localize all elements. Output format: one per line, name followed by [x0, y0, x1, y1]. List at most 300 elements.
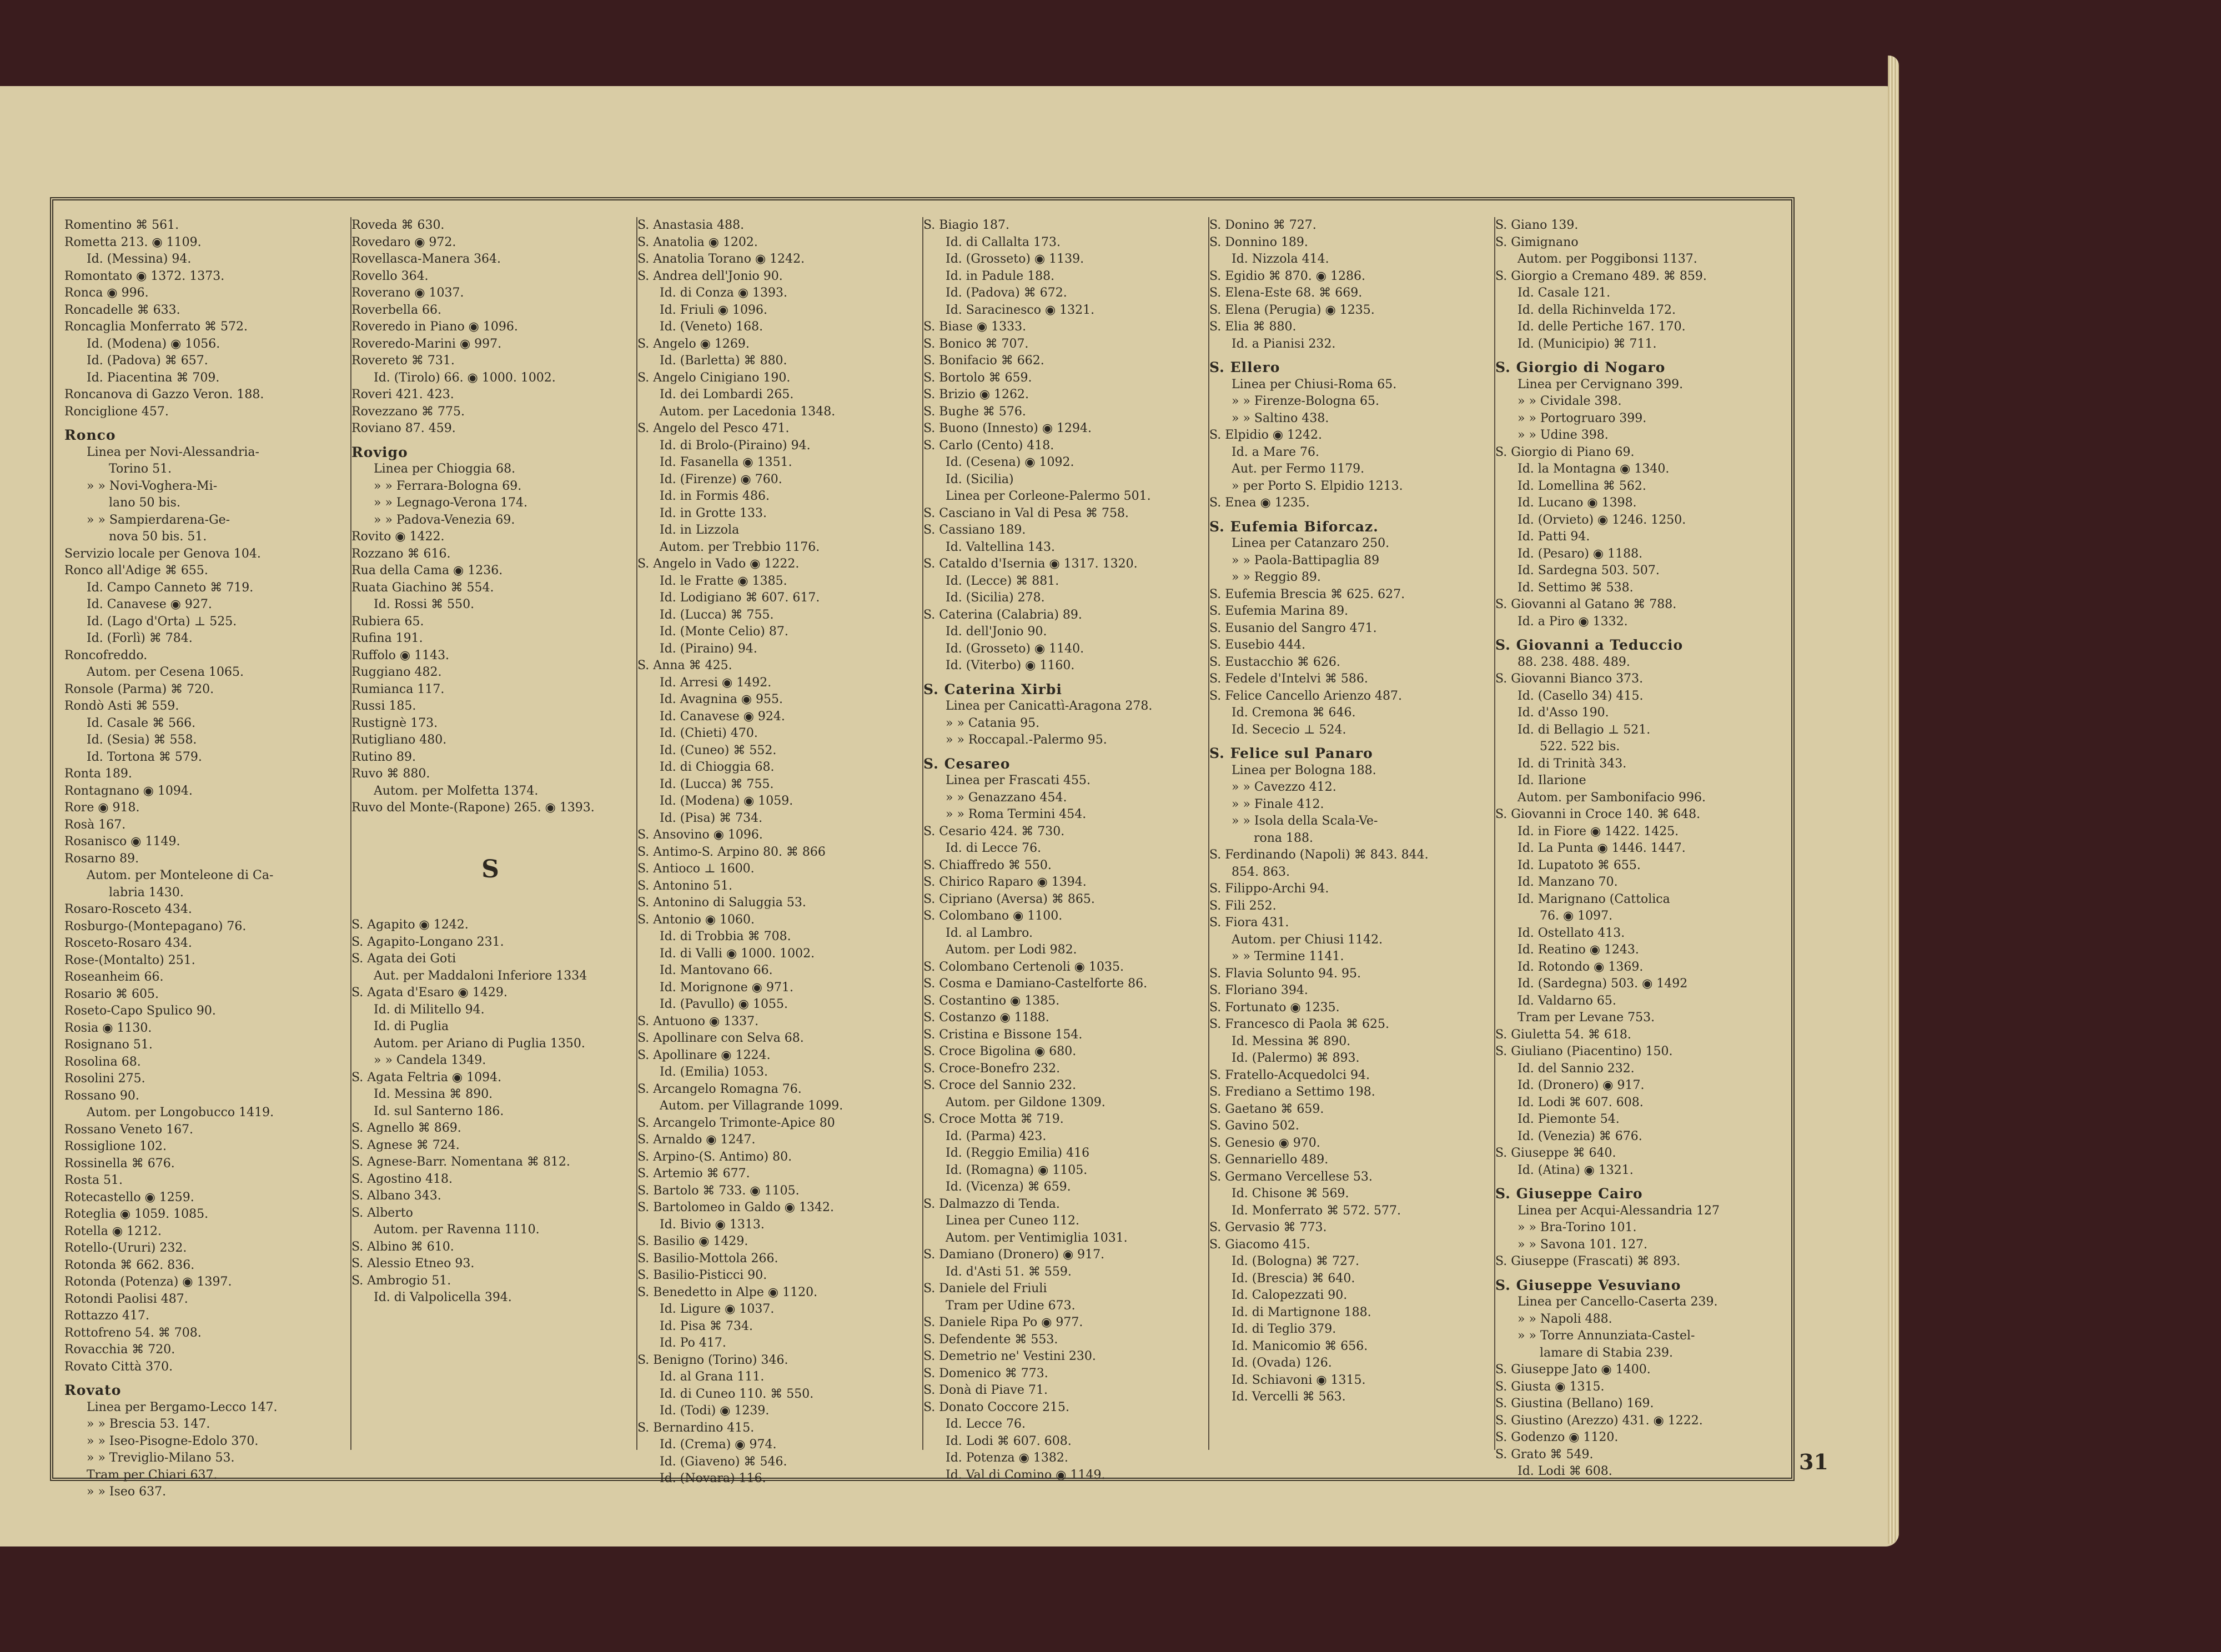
index-entry: Rotello-(Ururi) 232.	[64, 1241, 187, 1255]
index-entry: Id. Sececio ⊥ 524.	[1232, 722, 1346, 737]
index-entry: Id. (Dronero) ◉ 917.	[1517, 1078, 1645, 1092]
index-entry: S. Egidio ⌘ 870. ◉ 1286.	[1209, 269, 1365, 283]
index-entry: Id. di Cuneo 110. ⌘ 550.	[660, 1387, 814, 1401]
index-entry: Id. (Firenze) ◉ 760.	[660, 472, 782, 486]
index-entry: S. Angelo Cinigiano 190.	[637, 370, 791, 385]
index-column-2	[350, 217, 629, 1450]
index-entry: Id. (Ovada) 126.	[1232, 1356, 1332, 1370]
index-entry: Id. Valtellina 143.	[946, 540, 1056, 554]
index-entry: Id. (Todi) ◉ 1239.	[660, 1404, 770, 1418]
index-entry: S. Bonifacio ⌘ 662.	[923, 354, 1044, 368]
index-entry: S. Antimo-S. Arpino 80. ⌘ 866	[637, 845, 826, 859]
index-entry: 522. 522 bis.	[1540, 740, 1620, 754]
index-entry: S. Giuseppe (Frascati) ⌘ 893.	[1495, 1254, 1681, 1268]
index-entry: S. Fili 252.	[1209, 898, 1277, 913]
index-entry: Id. Marignano (Cattolica	[1517, 892, 1670, 906]
index-entry: S. Grato ⌘ 549.	[1495, 1447, 1594, 1462]
index-entry: Romontato ◉ 1372. 1373.	[64, 269, 225, 283]
index-entry: Id. (Palermo) ⌘ 893.	[1232, 1051, 1360, 1065]
index-entry: » » Cavezzo 412.	[1232, 780, 1336, 794]
index-entry: S. Croce Bigolina ◉ 680.	[923, 1045, 1077, 1058]
index-entry: Ronsole (Parma) ⌘ 720.	[64, 682, 214, 696]
index-entry: Roveda ⌘ 630.	[351, 218, 445, 232]
index-entry: S. Eustacchio ⌘ 626.	[1209, 655, 1340, 669]
index-entry: S. Anastasia 488.	[637, 218, 745, 232]
index-entry: » » Brescia 53. 147.	[87, 1417, 210, 1431]
index-entry: Id. Cremona ⌘ 646.	[1232, 706, 1356, 720]
index-entry: Id. Tortona ⌘ 579.	[87, 750, 202, 764]
index-entry: Id. (Sesia) ⌘ 558.	[87, 733, 197, 747]
index-entry: S. Antuono ◉ 1337.	[637, 1014, 759, 1028]
index-entry: S. Agnese ⌘ 724.	[351, 1138, 460, 1152]
index-entry: Tram per Chiari 637.	[87, 1468, 218, 1482]
index-entry: Id. di Valli ◉ 1000. 1002.	[660, 946, 815, 961]
index-entry: S. Colombano ◉ 1100.	[923, 909, 1063, 923]
index-column-1	[64, 217, 342, 1499]
index-entry: Id. (Atina) ◉ 1321.	[1517, 1163, 1634, 1177]
index-entry: Rometta 213. ◉ 1109.	[64, 235, 202, 249]
section-letter: S	[481, 855, 499, 883]
index-entry: Id. La Punta ◉ 1446. 1447.	[1517, 841, 1686, 855]
index-entry: Id. a Piro ◉ 1332.	[1517, 614, 1628, 629]
index-entry: Id. del Sannio 232.	[1517, 1061, 1635, 1076]
index-entry: Id. (Brescia) ⌘ 640.	[1232, 1271, 1355, 1286]
index-entry: Id. in Fiore ◉ 1422. 1425.	[1517, 824, 1679, 838]
index-entry: Id. dell'Jonio 90.	[946, 625, 1047, 639]
index-entry: S. Basilio-Pisticci 90.	[637, 1268, 767, 1282]
index-entry: Id. (Piraino) 94.	[660, 641, 757, 656]
index-entry: Id. di Lecce 76.	[946, 841, 1042, 855]
index-entry: S. Brizio ◉ 1262.	[923, 388, 1029, 401]
index-entry: Linea per Cervignano 399.	[1517, 377, 1684, 391]
index-entry: Id. Calopezzati 90.	[1232, 1288, 1348, 1302]
index-entry: Roncofreddo.	[64, 648, 148, 662]
index-entry: Id. di Martignone 188.	[1232, 1305, 1371, 1319]
index-entry: S. Cassiano 189.	[923, 523, 1026, 537]
index-entry: Id. dei Lombardi 265.	[660, 388, 794, 401]
index-entry: Id. (Venezia) ⌘ 676.	[1517, 1129, 1642, 1143]
index-entry: Id. (Sicilia) 278.	[946, 591, 1045, 605]
index-entry: Rovacchia ⌘ 720.	[64, 1343, 175, 1357]
index-entry: Id. Reatino ◉ 1243.	[1517, 943, 1639, 957]
index-entry: S. Floriano 394.	[1209, 983, 1308, 997]
index-entry: S. Flavia Solunto 94. 95.	[1209, 966, 1361, 981]
index-entry: Rosaro-Rosceto 434.	[64, 902, 192, 916]
index-entry: Id. Lodi ⌘ 608.	[1517, 1464, 1612, 1478]
index-entry: Id. (Lucca) ⌘ 755.	[660, 777, 774, 791]
index-entry: Id. d'Asso 190.	[1517, 706, 1609, 720]
index-entry: S. Colombano Certenoli ◉ 1035.	[923, 960, 1124, 974]
index-entry: Tram per Levane 753.	[1517, 1011, 1655, 1025]
index-entry: Rondò Asti ⌘ 559.	[64, 699, 179, 713]
index-entry: Id. Rossi ⌘ 550.	[374, 597, 475, 611]
index-entry: » » Termine 1141.	[1232, 950, 1344, 963]
index-entry: Ruvo del Monte-(Rapone) 265. ◉ 1393.	[351, 801, 595, 815]
index-entry: S. Godenzo ◉ 1120.	[1495, 1430, 1619, 1444]
index-entry: Id. Manzano 70.	[1517, 875, 1618, 889]
index-entry: S. Giacomo 415.	[1209, 1237, 1310, 1252]
index-entry: » » Napoli 488.	[1517, 1312, 1612, 1326]
index-entry: S. Andrea dell'Jonio 90.	[637, 269, 783, 283]
index-entry: Id. di Chioggia 68.	[660, 760, 775, 774]
index-entry: Id. (Modena) ◉ 1056.	[87, 337, 220, 351]
index-entry: 854. 863.	[1232, 865, 1290, 879]
index-entry: S. Donà di Piave 71.	[923, 1383, 1048, 1397]
index-entry: » » Candela 1349.	[374, 1053, 486, 1067]
index-column-5	[1208, 217, 1487, 1450]
index-entry: » » Udine 398.	[1517, 428, 1609, 442]
section-heading: Rovato	[64, 1382, 122, 1398]
index-entry: Id. (Monte Celio) 87.	[660, 625, 788, 639]
index-entry: Ruffolo ◉ 1143.	[351, 648, 450, 662]
index-entry: S. Ambrogio 51.	[351, 1273, 451, 1288]
index-entry: Id. Nizzola 414.	[1232, 252, 1329, 266]
index-entry: Rotondi Paolisi 487.	[64, 1292, 188, 1306]
index-entry: Rovedaro ◉ 972.	[351, 235, 456, 249]
index-entry: S. Eusanio del Sangro 471.	[1209, 621, 1377, 635]
index-entry: S. Gaetano ⌘ 659.	[1209, 1102, 1324, 1116]
index-entry: S. Elpidio ◉ 1242.	[1209, 428, 1323, 442]
index-entry: Id. (Viterbo) ◉ 1160.	[946, 659, 1075, 672]
index-entry: Rossiglione 102.	[64, 1139, 167, 1153]
section-heading: S. Eufemia Biforcaz.	[1209, 518, 1379, 535]
index-entry: Id. al Lambro.	[946, 926, 1033, 940]
index-entry: Torino 51.	[109, 462, 172, 476]
index-entry: Id. (Pesaro) ◉ 1188.	[1517, 546, 1643, 561]
index-entry: » per Porto S. Elpidio 1213.	[1232, 479, 1403, 493]
index-entry: Id. in Grotte 133.	[660, 506, 767, 520]
index-entry: S. Giorgio di Piano 69.	[1495, 445, 1635, 459]
index-entry: S. Agapito-Longano 231.	[351, 935, 504, 949]
index-entry: Ronca ◉ 996.	[64, 286, 149, 300]
index-entry: » » Roma Termini 454.	[946, 807, 1087, 821]
index-entry: Rovello 364.	[351, 269, 429, 283]
index-entry: Id. della Richinvelda 172.	[1517, 303, 1676, 317]
index-entry: Id. (Orvieto) ◉ 1246. 1250.	[1517, 513, 1686, 527]
index-entry: S. Giorgio a Cremano 489. ⌘ 859.	[1495, 269, 1707, 283]
index-entry: Aut. per Maddaloni Inferiore 1334	[374, 968, 587, 983]
index-entry: S. Angelo del Pesco 471.	[637, 421, 790, 435]
index-entry: Rosburgo-(Montepagano) 76.	[64, 919, 247, 933]
index-entry: Id. Lomellina ⌘ 562.	[1517, 479, 1646, 493]
index-entry: » » Cividale 398.	[1517, 394, 1622, 408]
index-entry: Autom. per Gildone 1309.	[946, 1095, 1106, 1109]
index-entry: Id. Manicomio ⌘ 656.	[1232, 1339, 1368, 1353]
index-entry: Linea per Frascati 455.	[946, 774, 1091, 787]
index-entry: Id. (Crema) ◉ 974.	[660, 1438, 777, 1452]
index-entry: Autom. per Chiusi 1142.	[1232, 932, 1383, 947]
index-entry: Id. Lucano ◉ 1398.	[1517, 496, 1637, 510]
index-entry: Id. Messina ⌘ 890.	[374, 1087, 493, 1101]
index-entry: Id. sul Santerno 186.	[374, 1104, 504, 1118]
index-entry: Linea per Chiusi-Roma 65.	[1232, 377, 1397, 391]
index-entry: Id. Ligure ◉ 1037.	[660, 1302, 775, 1316]
index-entry: Rosanisco ◉ 1149.	[64, 835, 180, 848]
section-heading: S. Cesareo	[923, 755, 1011, 772]
index-entry: S. Arcangelo Trimonte-Apice 80	[637, 1116, 835, 1130]
index-entry: Ruata Giachino ⌘ 554.	[351, 580, 494, 595]
index-entry: S. Benedetto in Alpe ◉ 1120.	[637, 1285, 818, 1299]
index-entry: Roseto-Capo Spulico 90.	[64, 1004, 216, 1018]
index-entry: » » Isola della Scala-Ve-	[1232, 814, 1378, 828]
index-entry: Linea per Bergamo-Lecco 147.	[87, 1400, 278, 1414]
page-edge	[1888, 56, 1899, 1544]
index-entry: S. Giovanni al Gatano ⌘ 788.	[1495, 597, 1677, 611]
index-entry: Id. (Lago d'Orta) ⊥ 525.	[87, 614, 237, 629]
index-entry: » » Savona 101. 127.	[1517, 1237, 1648, 1252]
index-entry: » » Bra-Torino 101.	[1517, 1221, 1637, 1234]
index-entry: Rose-(Montalto) 251.	[64, 953, 195, 967]
index-entry: Rotonda ⌘ 662. 836.	[64, 1258, 195, 1272]
index-entry: Id. Piemonte 54.	[1517, 1112, 1620, 1126]
index-entry: S. Antonio ◉ 1060.	[637, 912, 755, 927]
index-entry: Id. (Modena) ◉ 1059.	[660, 794, 793, 808]
index-entry: S. Casciano in Val di Pesa ⌘ 758.	[923, 506, 1129, 520]
index-entry: » » Torre Annunziata-Castel-	[1517, 1329, 1695, 1343]
index-entry: Rumianca 117.	[351, 682, 445, 696]
index-entry: Autom. per Longobucco 1419.	[87, 1106, 274, 1119]
index-entry: Id. a Mare 76.	[1232, 445, 1320, 459]
section-heading: S. Ellero	[1209, 359, 1280, 375]
index-entry: S. Giustino (Arezzo) 431. ◉ 1222.	[1495, 1413, 1703, 1428]
index-entry: S. Bortolo ⌘ 659.	[923, 370, 1032, 385]
index-entry: » » Iseo 637.	[87, 1485, 167, 1499]
index-entry: » » Firenze-Bologna 65.	[1232, 394, 1379, 408]
index-entry: Rosarno 89.	[64, 851, 139, 866]
index-entry: Roveredo-Marini ◉ 997.	[351, 337, 502, 351]
index-entry: Linea per Acqui-Alessandria 127	[1517, 1203, 1720, 1218]
index-entry: Autom. per Monteleone di Ca-	[87, 868, 274, 882]
index-entry: S. Domenico ⌘ 773.	[923, 1366, 1048, 1380]
index-entry: S. Francesco di Paola ⌘ 625.	[1209, 1017, 1389, 1031]
index-entry: S. Artemio ⌘ 677.	[637, 1167, 750, 1181]
index-entry: S. Bughe ⌘ 576.	[923, 404, 1026, 419]
index-entry: Rua della Cama ◉ 1236.	[351, 564, 503, 578]
index-entry: S. Agata d'Esaro ◉ 1429.	[351, 986, 507, 1000]
index-entry: Id. di Callalta 173.	[946, 235, 1061, 249]
index-entry: Id. (Casello 34) 415.	[1517, 689, 1644, 703]
index-entry: » » Finale 412.	[1232, 797, 1324, 811]
index-entry: S. Alberto	[351, 1206, 413, 1220]
index-entry: S. Agnello ⌘ 869.	[351, 1121, 461, 1135]
index-entry: Id. (Romagna) ◉ 1105.	[946, 1163, 1088, 1177]
index-entry: S. Croce Motta ⌘ 719.	[923, 1112, 1064, 1126]
index-entry: Id. Rotondo ◉ 1369.	[1517, 960, 1644, 974]
index-entry: Linea per Canicattì-Aragona 278.	[946, 699, 1153, 713]
index-entry: Tram per Udine 673.	[946, 1298, 1076, 1313]
index-entry: S. Arcangelo Romagna 76.	[637, 1082, 802, 1096]
index-entry: Rosario ⌘ 605.	[64, 987, 159, 1001]
index-entry: Id. Ilarione	[1517, 774, 1586, 787]
index-entry: S. Fratello-Acquedolci 94.	[1209, 1068, 1370, 1082]
index-entry: S. Elena (Perugia) ◉ 1235.	[1209, 303, 1375, 317]
index-entry: S. Giuseppe ⌘ 640.	[1495, 1146, 1616, 1160]
index-entry: Aut. per Fermo 1179.	[1232, 462, 1365, 476]
index-entry: Id. al Grana 111.	[660, 1370, 765, 1384]
index-entry: S. Fedele d'Intelvi ⌘ 586.	[1209, 672, 1368, 686]
index-entry: S. Giano 139.	[1495, 218, 1579, 232]
index-entry: 88. 238. 488. 489.	[1517, 655, 1630, 669]
index-entry: Id. a Pianisi 232.	[1232, 337, 1336, 351]
index-entry: S. Agostino 418.	[351, 1172, 453, 1186]
index-entry: » » Saltino 438.	[1232, 411, 1329, 425]
index-entry: » » Novi-Voghera-Mi-	[87, 479, 218, 493]
section-heading: Ronco	[64, 427, 116, 443]
index-entry: Id. Canavese ◉ 924.	[660, 709, 785, 724]
page-number: 31	[1799, 1449, 1828, 1474]
index-entry: Linea per Cuneo 112.	[946, 1214, 1079, 1228]
index-entry: Rufina 191.	[351, 631, 423, 645]
index-entry: 76. ◉ 1097.	[1540, 909, 1613, 923]
index-entry: S. Agapito ◉ 1242.	[351, 918, 469, 932]
index-entry: Id. (Pisa) ⌘ 734.	[660, 811, 763, 825]
index-entry: Id. Lodi ⌘ 607. 608.	[1517, 1095, 1644, 1109]
section-heading: S. Giovanni a Teduccio	[1495, 637, 1684, 653]
index-column-3	[636, 217, 915, 1485]
index-entry: S. Fortunato ◉ 1235.	[1209, 1000, 1340, 1015]
index-entry: S. Donnino 189.	[1209, 235, 1308, 249]
index-entry: S. Anatolia ◉ 1202.	[637, 235, 758, 249]
index-entry: Id. Patti 94.	[1517, 530, 1590, 544]
index-entry: Id. Canavese ◉ 927.	[87, 597, 212, 611]
index-entry: lano 50 bis.	[109, 496, 180, 510]
index-entry: Id. Arresi ◉ 1492.	[660, 675, 772, 690]
index-entry: Roncadelle ⌘ 633.	[64, 303, 180, 317]
index-entry: S. Gimignano	[1495, 235, 1579, 249]
index-entry: Rotella ◉ 1212.	[64, 1224, 162, 1238]
index-entry: rona 188.	[1254, 831, 1314, 845]
index-entry: Id. (Reggio Emilia) 416	[946, 1146, 1090, 1160]
index-entry: Id. Casale ⌘ 566.	[87, 716, 196, 730]
index-entry: S. Costanzo ◉ 1188.	[923, 1011, 1049, 1025]
index-entry: Autom. per Lacedonia 1348.	[660, 404, 836, 419]
index-entry: Id. (Veneto) 168.	[660, 320, 763, 334]
index-entry: S. Cosma e Damiano-Castelforte 86.	[923, 977, 1148, 991]
index-entry: Rore ◉ 918.	[64, 801, 140, 815]
index-entry: S. Eufemia Marina 89.	[1209, 604, 1349, 618]
index-entry: Id. di Valpolicella 394.	[374, 1291, 512, 1304]
index-entry: Id. di Bellagio ⊥ 521.	[1517, 722, 1651, 737]
index-entry: Id. (Municipio) ⌘ 711.	[1517, 337, 1657, 351]
section-heading: S. Giuseppe Cairo	[1495, 1186, 1643, 1202]
index-entry: Rosignano 51.	[64, 1038, 153, 1052]
index-entry: Id. in Padule 188.	[946, 269, 1055, 283]
index-entry: Id. Potenza ◉ 1382.	[946, 1451, 1068, 1465]
index-entry: » » Paola-Battipaglia 89	[1232, 553, 1380, 568]
index-entry: Id. Monferrato ⌘ 572. 577.	[1232, 1203, 1401, 1218]
index-entry: S. Enea ◉ 1235.	[1209, 496, 1310, 510]
index-entry: Rovereto ⌘ 731.	[351, 354, 455, 368]
index-entry: Id. Valdarno 65.	[1517, 993, 1616, 1008]
index-entry: S. Basilio ◉ 1429.	[637, 1234, 748, 1248]
index-entry: Rotonda (Potenza) ◉ 1397.	[64, 1275, 232, 1289]
index-entry: Id. (Tirolo) 66. ◉ 1000. 1002.	[374, 370, 556, 385]
index-entry: Linea per Cancello-Caserta 239.	[1517, 1295, 1718, 1309]
index-entry: » » Roccapal.-Palermo 95.	[946, 733, 1107, 747]
index-entry: S. Arnaldo ◉ 1247.	[637, 1133, 756, 1147]
index-entry: S. Giuletta 54. ⌘ 618.	[1495, 1027, 1631, 1042]
index-entry: lamare di Stabia 239.	[1540, 1345, 1674, 1360]
index-entry: S. Felice Cancello Arienzo 487.	[1209, 689, 1402, 703]
index-entry: S. Biase ◉ 1333.	[923, 320, 1027, 334]
index-entry: Rosta 51.	[64, 1173, 123, 1187]
section-heading: Rovigo	[351, 444, 408, 460]
index-entry: Id. (Padova) ⌘ 672.	[946, 286, 1067, 300]
index-entry: Id. Avagnina ◉ 955.	[660, 692, 783, 706]
index-entry: S. Dalmazzo di Tenda.	[923, 1197, 1060, 1211]
index-entry: Id. Campo Canneto ⌘ 719.	[87, 580, 254, 595]
index-entry: labria 1430.	[109, 885, 184, 900]
index-entry: S. Agata dei Goti	[351, 952, 456, 966]
index-entry: Rovellasca-Manera 364.	[351, 252, 501, 266]
index-entry: S. Daniele del Friuli	[923, 1282, 1047, 1296]
index-entry: Id. Lodigiano ⌘ 607. 617.	[660, 591, 820, 605]
index-entry: Id. Ostellato 413.	[1517, 926, 1625, 940]
index-entry: S. Eusebio 444.	[1209, 638, 1306, 652]
index-entry: S. Giovanni in Croce 140. ⌘ 648.	[1495, 807, 1701, 821]
index-entry: S. Ansovino ◉ 1096.	[637, 828, 763, 842]
index-entry: Id. Sardegna 503. 507.	[1517, 564, 1660, 578]
index-entry: S. Chiaffredo ⌘ 550.	[923, 858, 1052, 872]
index-entry: Autom. per Ravenna 1110.	[374, 1223, 540, 1237]
index-entry: Id. di Puglia	[374, 1020, 449, 1033]
index-entry: S. Gervasio ⌘ 773.	[1209, 1221, 1327, 1234]
index-entry: S. Antonino 51.	[637, 878, 733, 893]
index-entry: S. Alessio Etneo 93.	[351, 1257, 475, 1271]
index-frame	[50, 197, 1795, 1499]
index-entry: Id. Lupatoto ⌘ 655.	[1517, 858, 1641, 872]
index-entry: Rovito ◉ 1422.	[351, 530, 445, 544]
index-entry: S. Cataldo d'Isernia ◉ 1317. 1320.	[923, 557, 1138, 571]
index-entry: Id. (Grosseto) ◉ 1139.	[946, 252, 1084, 266]
index-entry: S. Cipriano (Aversa) ⌘ 865.	[923, 892, 1095, 906]
index-entry: S. Bernardino 415.	[637, 1420, 755, 1435]
index-entry: Rosà 167.	[64, 817, 126, 832]
index-entry: Id. Pisa ⌘ 734.	[660, 1319, 753, 1333]
index-entry: Linea per Novi-Alessandria-	[87, 445, 259, 459]
index-entry: Id. (Chieti) 470.	[660, 726, 758, 740]
index-entry: Id. (Bologna) ⌘ 727.	[1232, 1254, 1359, 1268]
index-entry: S. Eufemia Brescia ⌘ 625. 627.	[1209, 587, 1405, 601]
index-entry: Id. (Forlì) ⌘ 784.	[87, 631, 193, 645]
index-entry: S. Angelo in Vado ◉ 1222.	[637, 557, 800, 571]
index-entry: Roncaglia Monferrato ⌘ 572.	[64, 320, 248, 334]
index-entry: Rossano 90.	[64, 1088, 139, 1103]
index-entry: S. Albano 343.	[351, 1189, 441, 1203]
index-entry: S. Basilio-Mottola 266.	[637, 1251, 778, 1266]
index-entry: Rutigliano 480.	[351, 733, 447, 747]
index-entry: Rottofreno 54. ⌘ 708.	[64, 1325, 202, 1340]
index-entry: Id. Fasanella ◉ 1351.	[660, 455, 792, 469]
index-entry: Id. (Giaveno) ⌘ 546.	[660, 1454, 787, 1469]
index-entry: Roviano 87. 459.	[351, 421, 456, 435]
index-entry: Id. Morignone ◉ 971.	[660, 980, 793, 995]
section-heading: S. Felice sul Panaro	[1209, 745, 1373, 761]
index-entry: S. Cristina e Bissone 154.	[923, 1027, 1083, 1042]
index-entry: Id. in Formis 486.	[660, 489, 770, 503]
index-entry: S. Bartolomeo in Galdo ◉ 1342.	[637, 1201, 834, 1214]
index-entry: » » Reggio 89.	[1232, 570, 1321, 584]
index-entry: Autom. per Cesena 1065.	[87, 665, 244, 679]
index-entry: Autom. per Poggibonsi 1137.	[1517, 252, 1697, 266]
index-entry: Rubiera 65.	[351, 614, 424, 629]
index-entry: Id. di Trinità 343.	[1517, 756, 1627, 771]
index-entry: S. Frediano a Settimo 198.	[1209, 1085, 1375, 1099]
index-entry: S. Anatolia Torano ◉ 1242.	[637, 252, 805, 266]
index-entry: S. Gennariello 489.	[1209, 1153, 1329, 1167]
index-entry: Rovato Città 370.	[64, 1359, 173, 1374]
index-entry: Id. la Montagna ◉ 1340.	[1517, 462, 1670, 476]
